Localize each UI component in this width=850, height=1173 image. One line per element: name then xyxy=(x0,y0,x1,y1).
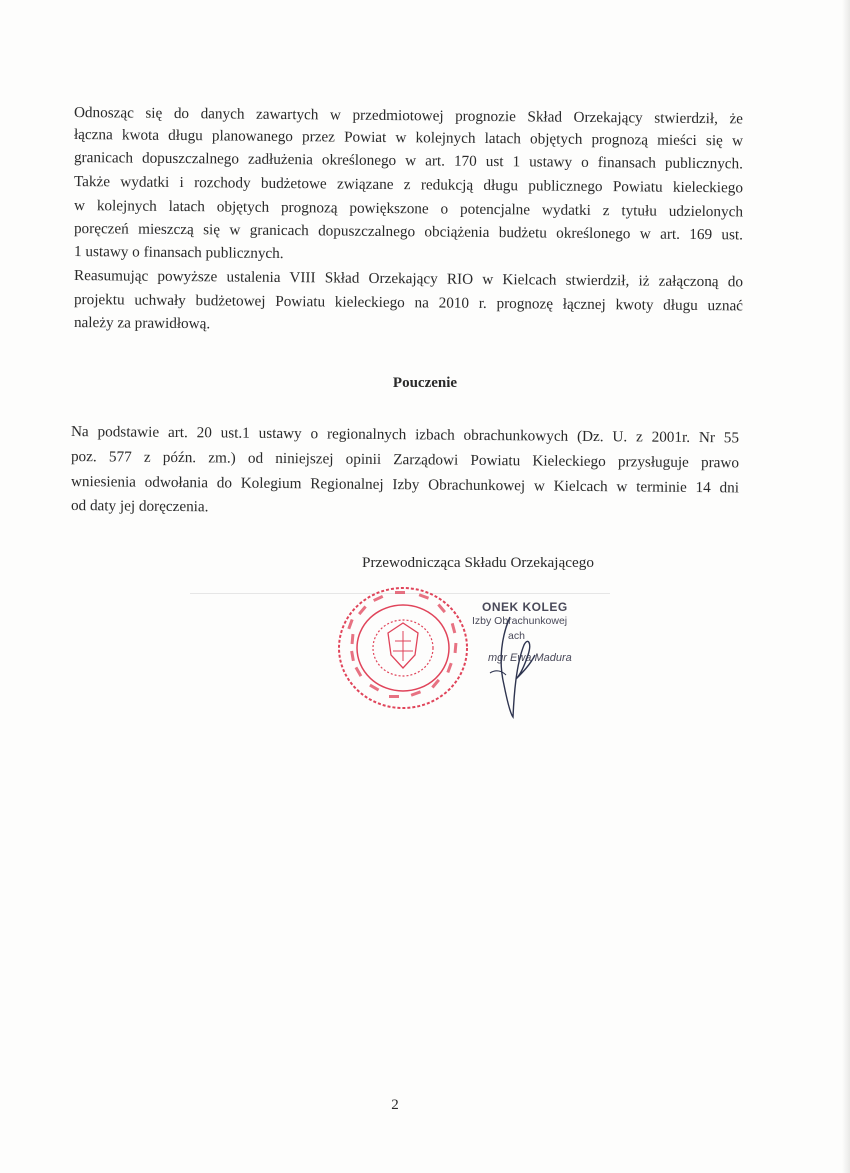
paragraph-line: granicach dopuszczalnego zadłużenia określonego w art. 170 ust 1 ustawy o finansach publicznych. xyxy=(73,149,744,173)
page-number: 2 xyxy=(391,1097,399,1113)
handwritten-signature xyxy=(480,615,540,720)
seal-graphic xyxy=(333,583,473,713)
stamp-line: Izby Obrachunkowej xyxy=(472,615,568,627)
paragraph-line: 1 ustawy o finansach publicznych. xyxy=(73,243,284,263)
paragraph-line: Reasumując powyższe ustalenia VIII Skład Orzekający RIO w Kielcach stwierdził, iż załączoną do xyxy=(73,267,744,291)
stamp-name: mgr Ewa Madura xyxy=(488,652,572,664)
paragraph-line: w kolejnych latach objętych prognozą powiększone o potencjalne wydatki z tytułu udzielonych xyxy=(73,197,744,221)
paragraph-line: poz. 577 z późn. zm.) od niniejszej opinii Zarządowi Powiatu Kieleckiego przysługuje prawo xyxy=(70,448,740,472)
instruction-heading: Pouczenie xyxy=(392,375,458,391)
stamp-line: ach xyxy=(508,630,525,642)
paragraph-line: łączna kwota długu planowanego przez Powiat w kolejnych latach objętych prognozą mieści się w xyxy=(73,126,744,150)
signature-title: Przewodnicząca Składu Orzekającego xyxy=(362,554,594,571)
official-seal xyxy=(333,583,473,713)
paragraph-line: poręczeń mieszczą się w granicach dopuszczalnego obciążenia budżetu określonego w art. 169 ust. xyxy=(73,220,744,244)
scan-edge-shadow xyxy=(842,0,850,1173)
paragraph-line: Odnosząc się do danych zawartych w przedmiotowej prognozie Skład Orzekający stwierdził, że xyxy=(73,104,744,128)
paragraph-line: wniesienia odwołania do Kolegium Regionalnej Izby Obrachunkowej w Kielcach w terminie 14 dni xyxy=(70,473,740,497)
paragraph-line: Na podstawie art. 20 ust.1 ustawy o regionalnych izbach obrachunkowych (Dz. U. z 2001r. Nr 55 xyxy=(70,423,740,447)
paragraph-line: projektu uchwały budżetowej Powiatu kieleckiego na 2010 r. prognozę łącznej kwoty długu uznać xyxy=(73,291,744,315)
paragraph-line: należy za prawidłową. xyxy=(73,314,211,333)
stamp-line: ONEK KOLEG xyxy=(482,600,568,614)
paragraph-line: od daty jej doręczenia. xyxy=(70,497,209,516)
paragraph-line: Także wydatki i rozchody budżetowe związane z redukcją długu publicznego Powiatu kieleckiego xyxy=(73,173,744,197)
